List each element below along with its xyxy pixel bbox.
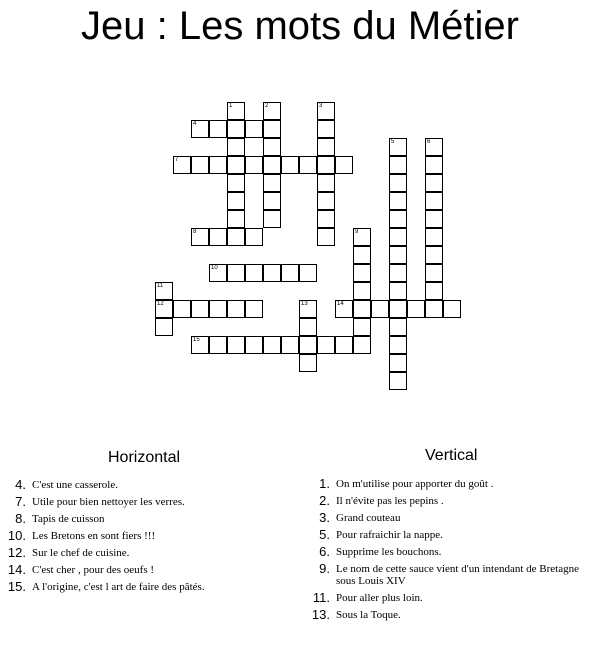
grid-cell[interactable] [335, 156, 353, 174]
grid-cell[interactable] [425, 228, 443, 246]
cell-number: 5 [391, 139, 395, 145]
clue-text: Supprime les bouchons. [336, 546, 442, 558]
clue-text: Tapis de cuisson [32, 513, 105, 525]
clue-vertical-9 [304, 561, 586, 590]
grid-cell[interactable] [425, 300, 443, 318]
grid-cell[interactable] [317, 102, 335, 120]
grid-cell[interactable] [317, 228, 335, 246]
clue-text: Sur le chef de cuisine. [32, 547, 130, 559]
cell-number: 3 [319, 103, 323, 109]
grid-cell[interactable] [209, 120, 227, 138]
clue-number: 12. [7, 545, 26, 560]
clue-horizontal-4 [0, 477, 205, 494]
clue-number: 2. [319, 493, 330, 508]
clue-number: 14. [7, 562, 26, 577]
clue-text: C'est une casserole. [32, 479, 118, 491]
grid-cell[interactable] [425, 174, 443, 192]
clue-vertical-2 [304, 493, 586, 510]
grid-cell[interactable] [281, 336, 299, 354]
grid-cell[interactable] [389, 138, 407, 156]
cell-number: 14 [337, 301, 344, 307]
clue-number: 1. [319, 476, 330, 491]
grid-cell[interactable] [227, 264, 245, 282]
grid-cell[interactable] [317, 120, 335, 138]
grid-cell[interactable] [299, 156, 317, 174]
grid-cell[interactable] [389, 372, 407, 390]
cell-number: 2 [265, 103, 269, 109]
cell-number: 12 [157, 301, 164, 307]
grid-cell[interactable] [353, 300, 371, 318]
grid-cell[interactable] [389, 228, 407, 246]
vertical-heading: Vertical [425, 447, 478, 464]
clue-vertical-3 [304, 510, 586, 527]
grid-cell[interactable] [263, 156, 281, 174]
clue-number: 5. [319, 527, 330, 542]
grid-cell[interactable] [317, 336, 335, 354]
cell-number: 13 [301, 301, 308, 307]
grid-cell[interactable] [317, 138, 335, 156]
clue-vertical-6 [304, 544, 586, 561]
grid-cell[interactable] [227, 336, 245, 354]
clue-text: Sous la Toque. [336, 609, 401, 621]
grid-cell[interactable] [299, 264, 317, 282]
grid-cell[interactable] [263, 210, 281, 228]
grid-cell[interactable] [353, 264, 371, 282]
grid-cell[interactable] [263, 174, 281, 192]
grid-cell[interactable] [245, 120, 263, 138]
grid-cell[interactable] [425, 192, 443, 210]
grid-cell[interactable] [263, 264, 281, 282]
grid-cell[interactable] [227, 102, 245, 120]
grid-cell[interactable] [299, 336, 317, 354]
grid-cell[interactable] [209, 300, 227, 318]
clue-horizontal-12 [0, 545, 205, 562]
grid-cell[interactable] [209, 228, 227, 246]
grid-cell[interactable] [245, 228, 263, 246]
grid-cell[interactable] [389, 210, 407, 228]
clue-horizontal-10 [0, 528, 205, 545]
grid-cell[interactable] [389, 174, 407, 192]
clue-text: Les Bretons en sont fiers !!! [32, 530, 156, 542]
clue-text: A l'origine, c'est l art de faire des pâtés. [32, 581, 205, 593]
grid-cell[interactable] [281, 264, 299, 282]
grid-cell[interactable] [245, 156, 263, 174]
grid-cell[interactable] [353, 228, 371, 246]
grid-cell[interactable] [317, 174, 335, 192]
clue-horizontal-15 [0, 579, 205, 596]
grid-cell[interactable] [425, 246, 443, 264]
grid-cell[interactable] [335, 336, 353, 354]
grid-cell[interactable] [425, 282, 443, 300]
grid-cell[interactable] [389, 264, 407, 282]
grid-cell[interactable] [353, 336, 371, 354]
clue-number: 4. [15, 477, 26, 492]
clue-number: 15. [7, 579, 26, 594]
clue-text: On m'utilise pour apporter du goût . [336, 478, 494, 490]
clue-number: 9. [319, 561, 330, 576]
grid-cell[interactable] [227, 192, 245, 210]
grid-cell[interactable] [173, 156, 191, 174]
grid-cell[interactable] [425, 264, 443, 282]
grid-cell[interactable] [389, 318, 407, 336]
grid-cell[interactable] [263, 138, 281, 156]
grid-cell[interactable] [389, 246, 407, 264]
clue-text: Pour rafraichir la nappe. [336, 529, 443, 541]
grid-cell[interactable] [155, 282, 173, 300]
grid-cell[interactable] [299, 300, 317, 318]
page-title: Jeu : Les mots du Métier [81, 4, 519, 48]
grid-cell[interactable] [389, 300, 407, 318]
grid-cell[interactable] [317, 210, 335, 228]
grid-cell[interactable] [155, 318, 173, 336]
clue-number: 13. [311, 607, 330, 622]
grid-cell[interactable] [245, 336, 263, 354]
grid-cell[interactable] [263, 120, 281, 138]
grid-cell[interactable] [317, 192, 335, 210]
grid-cell[interactable] [263, 336, 281, 354]
clue-text: Le nom de cette sauce vient d'un intendant de Bretagne sous Louis XIV [336, 563, 579, 587]
grid-cell[interactable] [317, 156, 335, 174]
grid-cell[interactable] [371, 300, 389, 318]
grid-cell[interactable] [191, 228, 209, 246]
clue-number: 7. [15, 494, 26, 509]
vertical-clue-list [304, 476, 586, 624]
clue-text: Utile pour bien nettoyer les verres. [32, 496, 185, 508]
grid-cell[interactable] [389, 156, 407, 174]
clue-vertical-5 [304, 527, 586, 544]
grid-cell[interactable] [299, 318, 317, 336]
grid-cell[interactable] [425, 138, 443, 156]
grid-cell[interactable] [299, 354, 317, 372]
cell-number: 10 [211, 265, 218, 271]
grid-cell[interactable] [227, 156, 245, 174]
grid-cell[interactable] [443, 300, 461, 318]
clue-number: 6. [319, 544, 330, 559]
cell-number: 8 [193, 229, 197, 235]
grid-cell[interactable] [425, 156, 443, 174]
cell-number: 15 [193, 337, 200, 343]
clue-vertical-13 [304, 607, 586, 624]
grid-cell[interactable] [353, 246, 371, 264]
clue-number: 11. [312, 590, 330, 605]
clue-number: 10. [7, 528, 26, 543]
clue-text: Il n'évite pas les pepins . [336, 495, 444, 507]
grid-cell[interactable] [191, 156, 209, 174]
clue-vertical-1 [304, 476, 586, 493]
grid-cell[interactable] [389, 282, 407, 300]
clue-vertical-11 [304, 590, 586, 607]
clue-horizontal-14 [0, 562, 205, 579]
clue-horizontal-8 [0, 511, 205, 528]
grid-cell[interactable] [227, 174, 245, 192]
grid-cell[interactable] [155, 300, 173, 318]
cell-number: 4 [193, 121, 197, 127]
grid-cell[interactable] [191, 120, 209, 138]
cell-number: 6 [427, 139, 431, 145]
grid-cell[interactable] [263, 102, 281, 120]
horizontal-clue-list [0, 477, 205, 596]
grid-cell[interactable] [227, 210, 245, 228]
grid-cell[interactable] [407, 300, 425, 318]
clue-text: C'est cher , pour des oeufs ! [32, 564, 155, 576]
grid-cell[interactable] [191, 300, 209, 318]
grid-cell[interactable] [245, 264, 263, 282]
grid-cell[interactable] [209, 264, 227, 282]
grid-cell[interactable] [335, 300, 353, 318]
grid-cell[interactable] [227, 228, 245, 246]
grid-cell[interactable] [209, 156, 227, 174]
clue-text: Pour aller plus loin. [336, 592, 423, 604]
grid-cell[interactable] [227, 300, 245, 318]
clue-text: Grand couteau [336, 512, 401, 524]
grid-cell[interactable] [353, 318, 371, 336]
grid-cell[interactable] [173, 300, 191, 318]
clue-horizontal-7 [0, 494, 205, 511]
grid-cell[interactable] [389, 336, 407, 354]
cell-number: 9 [355, 229, 359, 235]
grid-cell[interactable] [191, 336, 209, 354]
grid-cell[interactable] [389, 192, 407, 210]
grid-cell[interactable] [281, 156, 299, 174]
grid-cell[interactable] [389, 354, 407, 372]
clue-number: 3. [319, 510, 330, 525]
clue-number: 8. [15, 511, 26, 526]
cell-number: 11 [157, 283, 164, 289]
grid-cell[interactable] [227, 138, 245, 156]
cell-number: 1 [229, 103, 233, 109]
grid-cell[interactable] [425, 210, 443, 228]
grid-cell[interactable] [353, 282, 371, 300]
grid-cell[interactable] [209, 336, 227, 354]
grid-cell[interactable] [263, 192, 281, 210]
grid-cell[interactable] [227, 120, 245, 138]
cell-number: 7 [175, 157, 179, 163]
horizontal-heading: Horizontal [108, 449, 181, 466]
grid-cell[interactable] [245, 300, 263, 318]
